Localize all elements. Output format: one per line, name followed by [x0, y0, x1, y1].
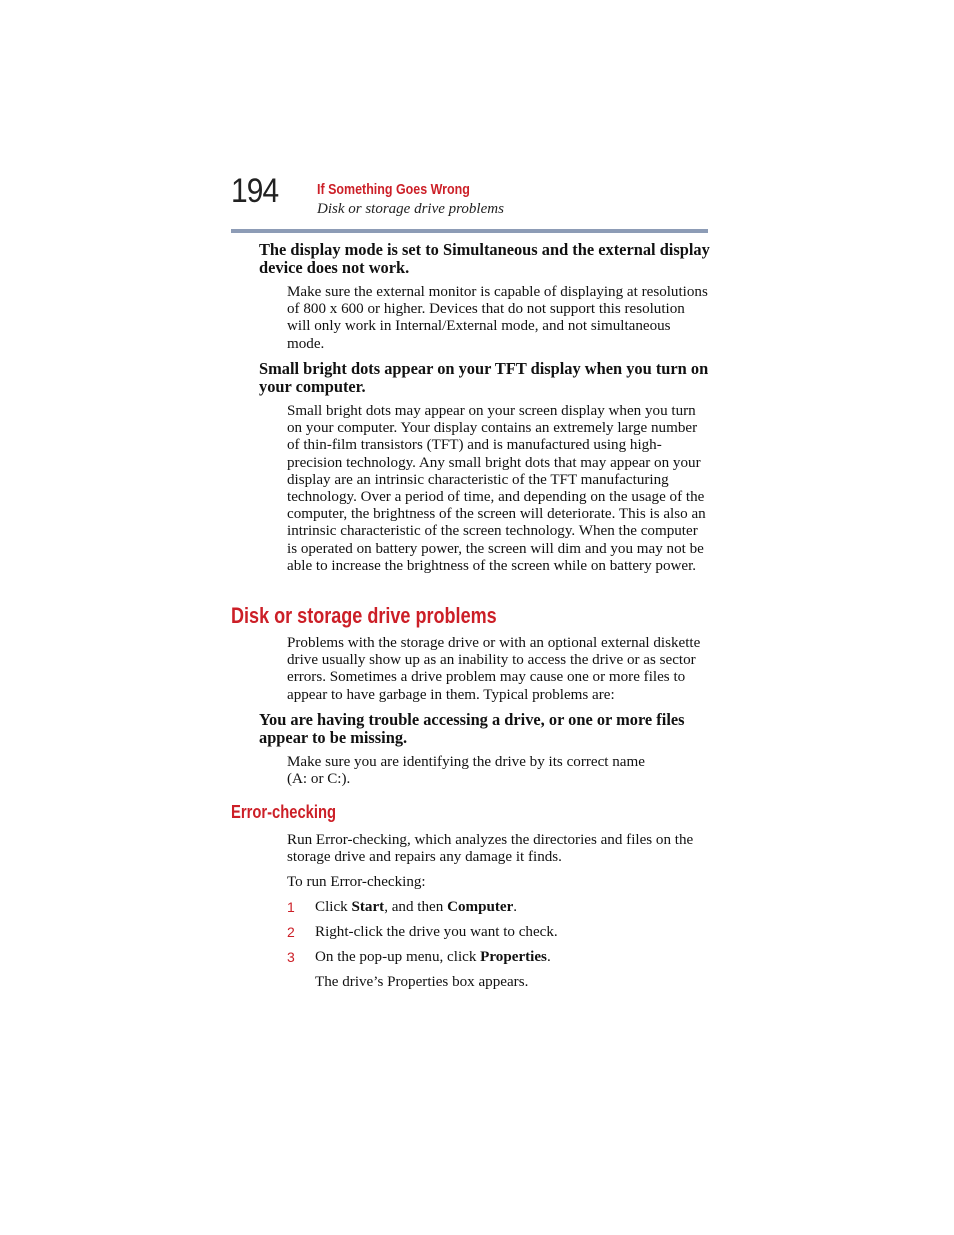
page-number: 194 — [231, 172, 279, 210]
subsection-intro: Run Error-checking, which analyzes the directories and files on the storage drive and repairs any damage it finds. — [287, 832, 694, 866]
problem-answer: Make sure the external monitor is capable of displaying at resolutions of 800 x 600 or higher. Devices that do not support this resolution will only work in Internal/External mode, and not simultaneous mode. — [287, 284, 708, 352]
header-rule — [231, 229, 708, 233]
problem-question: The display mode is set to Simultaneous and the external display device does not work. — [259, 240, 710, 277]
procedure-intro: To run Error-checking: — [287, 874, 426, 890]
step-number: 3 — [287, 949, 295, 965]
step-text: Right-click the drive you want to check. — [315, 924, 558, 940]
section-intro: Problems with the storage drive or with an optional external diskette drive usually show up as an inability to access the drive or as sector errors. Sometimes a drive problem may cause one or more files to appear to have garbage in them. Typical problems are: — [287, 635, 701, 703]
step-text: Click Start, and then Computer. — [315, 899, 518, 915]
step-number: 2 — [287, 924, 295, 940]
subsection-heading: Error-checking — [231, 802, 336, 822]
running-header-section: If Something Goes Wrong — [317, 182, 470, 198]
problem-question: You are having trouble accessing a drive, or one or more files appear to be missing. — [259, 710, 685, 747]
step-result: The drive’s Properties box appears. — [315, 974, 529, 990]
problem-answer: Make sure you are identifying the drive by its correct name (A: or C:). — [287, 754, 645, 788]
step-text: On the pop-up menu, click Properties. — [315, 949, 551, 965]
section-heading: Disk or storage drive problems — [231, 603, 497, 628]
problem-question: Small bright dots appear on your TFT display when you turn on your computer. — [259, 359, 709, 396]
running-header-subsection: Disk or storage drive problems — [317, 201, 504, 217]
step-number: 1 — [287, 899, 295, 915]
problem-answer: Small bright dots may appear on your screen display when you turn on your computer. Your display contains an extremely large number of thin-film transistors (TFT) and is manufactured using high-precision technology. Any small bright dots that may appear on your display are an intrinsic characteristic of the TFT manufacturing technology. Over a period of time, and depending on the usage of the computer, the brightness of the screen will deteriorate. This is also an intrinsic characteristic of the screen technology. When the computer is operated on battery power, the screen will dim and you may not be able to increase the brightness of the screen while on battery power. — [287, 403, 706, 574]
